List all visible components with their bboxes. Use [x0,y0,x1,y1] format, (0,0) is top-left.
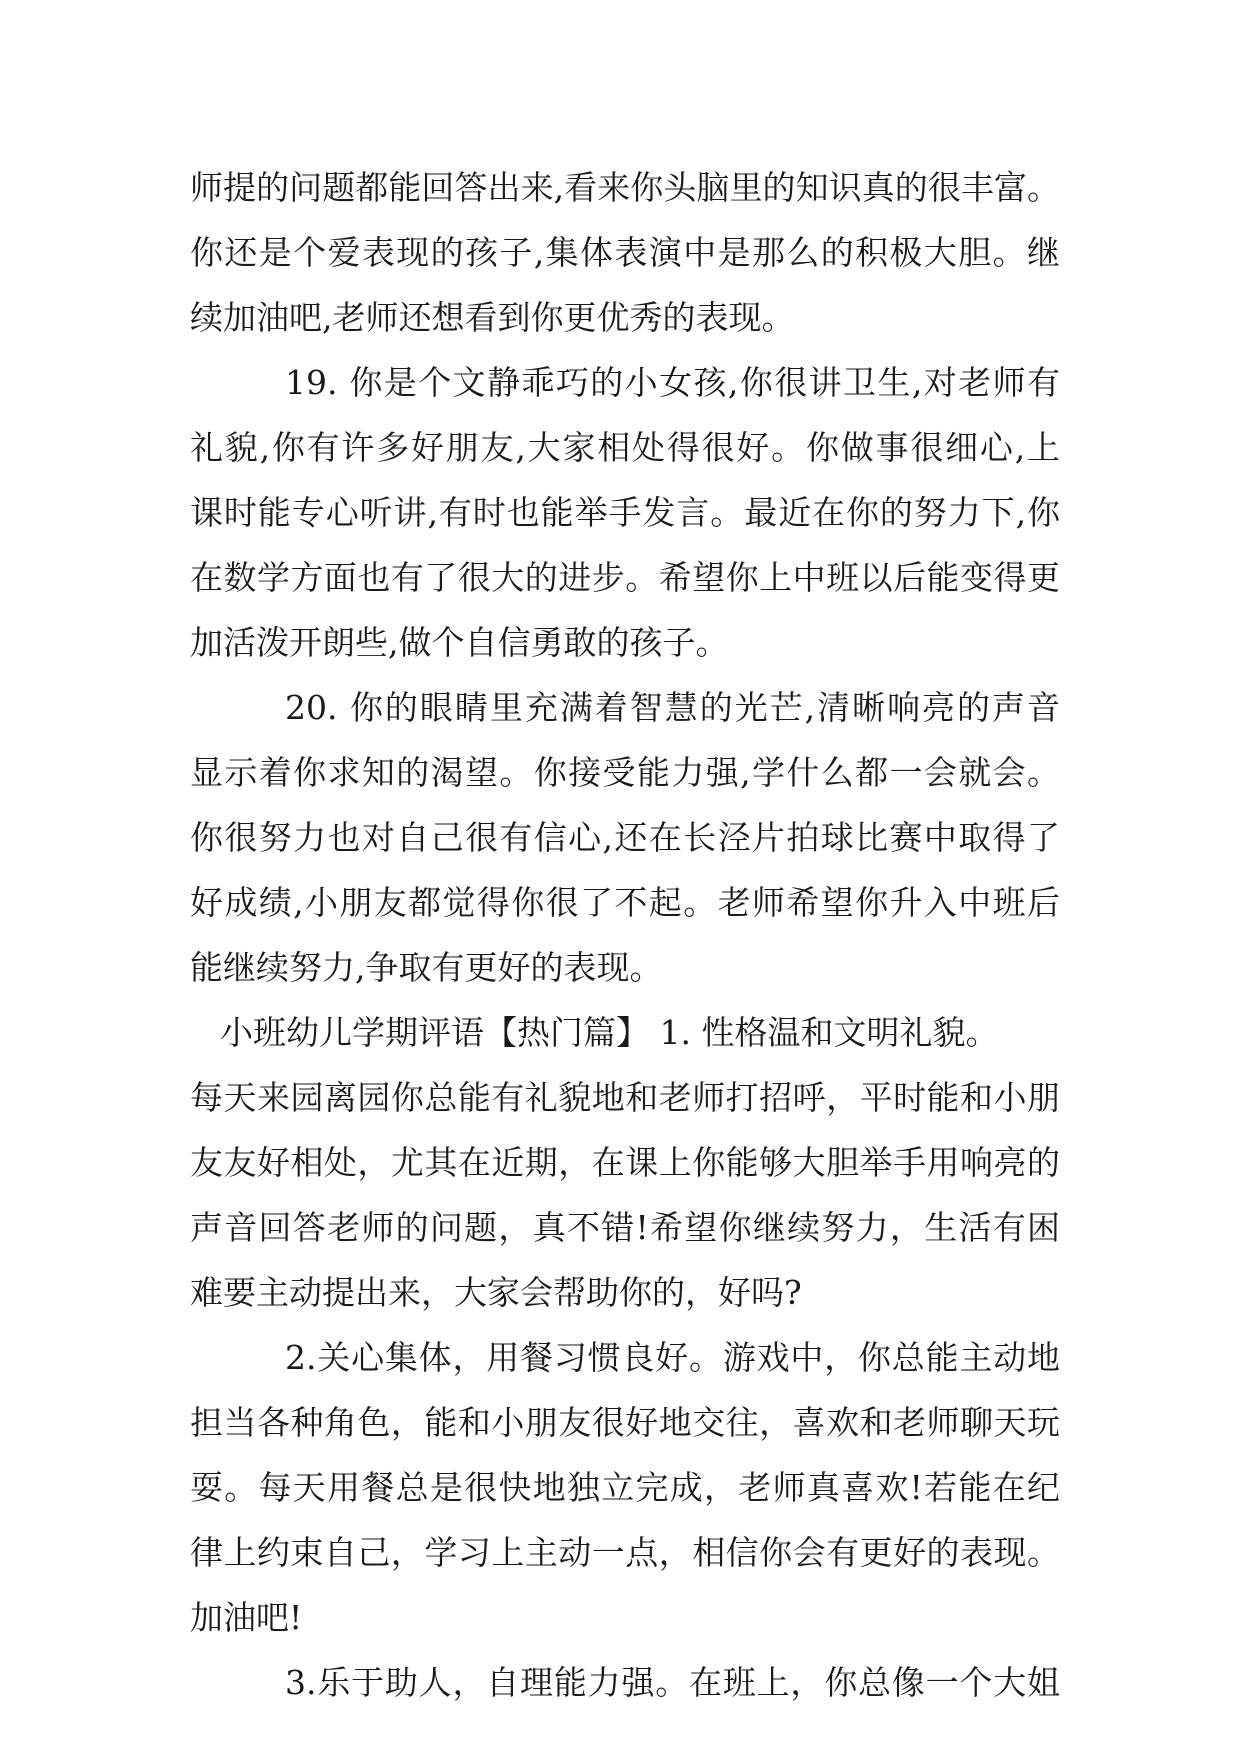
text-line: 加活泼开朗些,做个自信勇敢的孩子。 [190,623,729,662]
text-line: 好成绩,小朋友都觉得你很了不起。老师希望你升入中班后 [190,883,1060,922]
text-line: 每天来园离园你总能有礼貌地和老师打招呼，平时能和小朋 [190,1078,1060,1117]
text-line: 课时能专心听讲,有时也能举手发言。最近在你的努力下,你 [190,493,1060,532]
text-line: 难要主动提出来，大家会帮助你的，好吗? [190,1273,802,1312]
text-line: 师提的问题都能回答出来,看来你头脑里的知识真的很丰富。 [190,168,1060,207]
text-line: 律上约束自己，学习上主动一点，相信你会有更好的表现。 [190,1533,1060,1572]
text-line: 续加油吧,老师还想看到你更优秀的表现。 [190,298,795,337]
text-line: 你很努力也对自己很有信心,还在长泾片拍球比赛中取得了 [190,818,1060,857]
text-line: 20. 你的眼睛里充满着智慧的光芒,清晰响亮的声音 [285,688,1060,727]
text-line: 能继续努力,争取有更好的表现。 [190,948,663,987]
text-line: 加油吧! [190,1598,303,1637]
text-line: 显示着你求知的渴望。你接受能力强,学什么都一会就会。 [190,753,1060,792]
text-line: 你还是个爱表现的孩子,集体表演中是那么的积极大胆。继 [190,233,1060,272]
section-heading-line: 小班幼儿学期评语【热门篇】 1. 性格温和文明礼貌。 [220,1013,999,1052]
text-line: 3.乐于助人，自理能力强。在班上，你总像一个大姐 [285,1663,1060,1702]
text-line: 友友好相处，尤其在近期，在课上你能够大胆举手用响亮的 [190,1143,1060,1182]
body-text [190,155,1060,1715]
text-line: 19. 你是个文静乖巧的小女孩,你很讲卫生,对老师有 [285,363,1060,402]
text-line: 担当各种角色，能和小朋友很好地交往，喜欢和老师聊天玩 [190,1403,1060,1442]
text-line: 耍。每天用餐总是很快地独立完成，老师真喜欢!若能在纪 [190,1468,1060,1507]
text-line: 在数学方面也有了很大的进步。希望你上中班以后能变得更 [190,558,1060,597]
text-line: 礼貌,你有许多好朋友,大家相处得很好。你做事很细心,上 [190,428,1060,467]
text-line: 2.关心集体，用餐习惯良好。游戏中，你总能主动地 [285,1338,1060,1377]
text-line: 声音回答老师的问题，真不错!希望你继续努力，生活有困 [190,1208,1060,1247]
